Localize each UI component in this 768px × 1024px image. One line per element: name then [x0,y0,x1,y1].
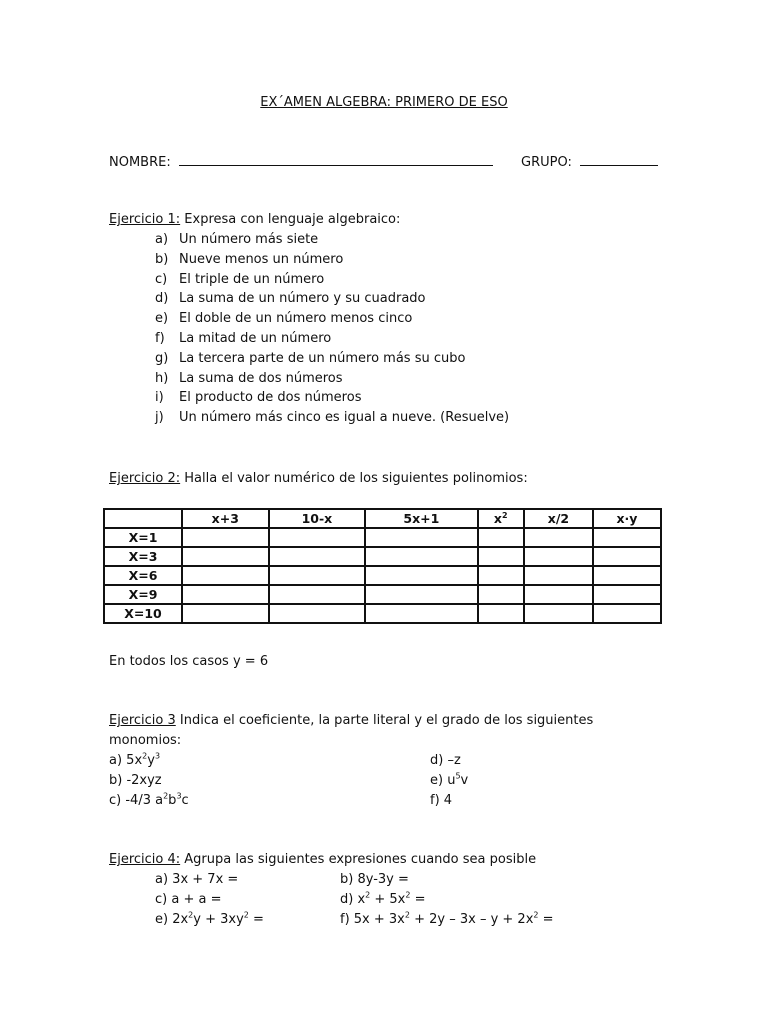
grupo-label: GRUPO: [521,155,572,170]
monomial-f: f) 4 [430,793,453,808]
answer-cell[interactable] [269,604,366,623]
row-header: X=9 [104,585,182,604]
answer-cell[interactable] [524,528,593,547]
row-header: X=3 [104,547,182,566]
ej4-prompt: Agrupa las siguientes expresiones cuando sea posible [184,852,537,867]
answer-cell[interactable] [524,547,593,566]
monomial-b: b) -2xyz [109,773,162,788]
grupo-blank[interactable] [580,153,658,166]
ej1-prompt: Expresa con lenguaje algebraico: [184,212,401,227]
answer-cell[interactable] [269,528,366,547]
monomial-d: d) –z [430,753,461,768]
answer-cell[interactable] [182,604,269,623]
row-header: X=1 [104,528,182,547]
list-item: h) La suma de dos números [155,370,343,386]
ej4-heading: Ejercicio 4: [109,852,181,867]
table-corner-cell [104,509,182,528]
ej3-heading: Ejercicio 3 [109,713,176,728]
list-item: f) La mitad de un número [155,330,332,346]
table-row [104,528,661,547]
ej1-list [155,232,509,430]
list-item: e) El doble de un número menos cinco [155,311,413,327]
answer-cell[interactable] [524,566,593,585]
ej2-header [109,471,528,486]
expression-a: a) 3x + 7x = [155,872,239,887]
ej4-header [109,852,536,867]
answer-cell[interactable] [593,566,661,585]
answer-cell[interactable] [182,528,269,547]
ej3-header [109,713,593,728]
answer-cell[interactable] [182,547,269,566]
expression-c: c) a + a = [155,892,222,907]
list-item: a) Un número más siete [155,232,319,247]
ej2-prompt: Halla el valor numérico de los siguientes polinomios: [184,471,528,486]
monomial-a: a) $5x^2y^3$ [109,751,161,768]
list-item: j) Un número más cinco es igual a nueve. (Resuelve) [155,410,510,426]
ej2-note: En todos los casos y = 6 [109,654,269,669]
monomial-e: e) $u^5v$ [430,771,469,788]
list-item: g) La tercera parte de un número más su cubo [155,350,466,366]
answer-cell[interactable] [365,585,477,604]
list-item: b) Nueve menos un número [155,251,344,267]
values-table [103,508,662,624]
answer-cell[interactable] [365,604,477,623]
table-row [104,604,661,623]
answer-cell[interactable] [269,547,366,566]
table-row [104,547,661,566]
answer-cell[interactable] [593,604,661,623]
list-item: c) El triple de un número [155,271,325,287]
row-header: X=6 [104,566,182,585]
list-item: i) El producto de dos números [155,390,362,406]
answer-cell[interactable] [593,547,661,566]
nombre-blank[interactable] [179,153,493,166]
table-row [104,566,661,585]
column-header: x+3 [182,509,269,528]
answer-cell[interactable] [478,547,524,566]
column-header: x·y [593,509,661,528]
monomial-c: c) -4/3 $a^2b^3c$ [109,791,189,808]
answer-cell[interactable] [478,528,524,547]
row-header: X=10 [104,604,182,623]
column-header: 10-x [269,509,366,528]
answer-cell[interactable] [593,585,661,604]
answer-cell[interactable] [269,585,366,604]
ej1-header [109,212,400,227]
nombre-label: NOMBRE: [109,155,171,170]
grupo-field[interactable] [521,153,658,170]
ej1-heading: Ejercicio 1: [109,212,181,227]
expression-f: f) $5x + 3x^2 + 2y - 3x - y + 2x^2$ = [340,910,554,927]
column-header: x/2 [524,509,593,528]
expression-e: e) $2x^2y + 3xy^2$ = [155,910,264,927]
answer-cell[interactable] [182,585,269,604]
expression-b: b) 8y-3y = [340,872,409,887]
nombre-field[interactable] [109,153,493,170]
answer-cell[interactable] [182,566,269,585]
ej2-heading: Ejercicio 2: [109,471,181,486]
expression-d: d) $x^2 + 5x^2$ = [340,890,426,907]
ej3-prompt-line1: Indica el coeficiente, la parte literal y el grado de los siguientes [179,713,594,728]
answer-cell[interactable] [365,547,477,566]
list-item: d) La suma de un número y su cuadrado [155,291,426,307]
answer-cell[interactable] [593,528,661,547]
answer-cell[interactable] [365,566,477,585]
answer-cell[interactable] [524,585,593,604]
table-header-row [104,509,661,528]
answer-cell[interactable] [269,566,366,585]
column-header: $x^2$ [478,509,524,528]
table-row [104,585,661,604]
answer-cell[interactable] [478,604,524,623]
exam-title: EX´AMEN ALGEBRA: PRIMERO DE ESO [260,95,508,110]
answer-cell[interactable] [478,585,524,604]
column-header: 5x+1 [365,509,477,528]
answer-cell[interactable] [478,566,524,585]
ej3-prompt-line2: monomios: [109,733,182,748]
answer-cell[interactable] [365,528,477,547]
answer-cell[interactable] [524,604,593,623]
